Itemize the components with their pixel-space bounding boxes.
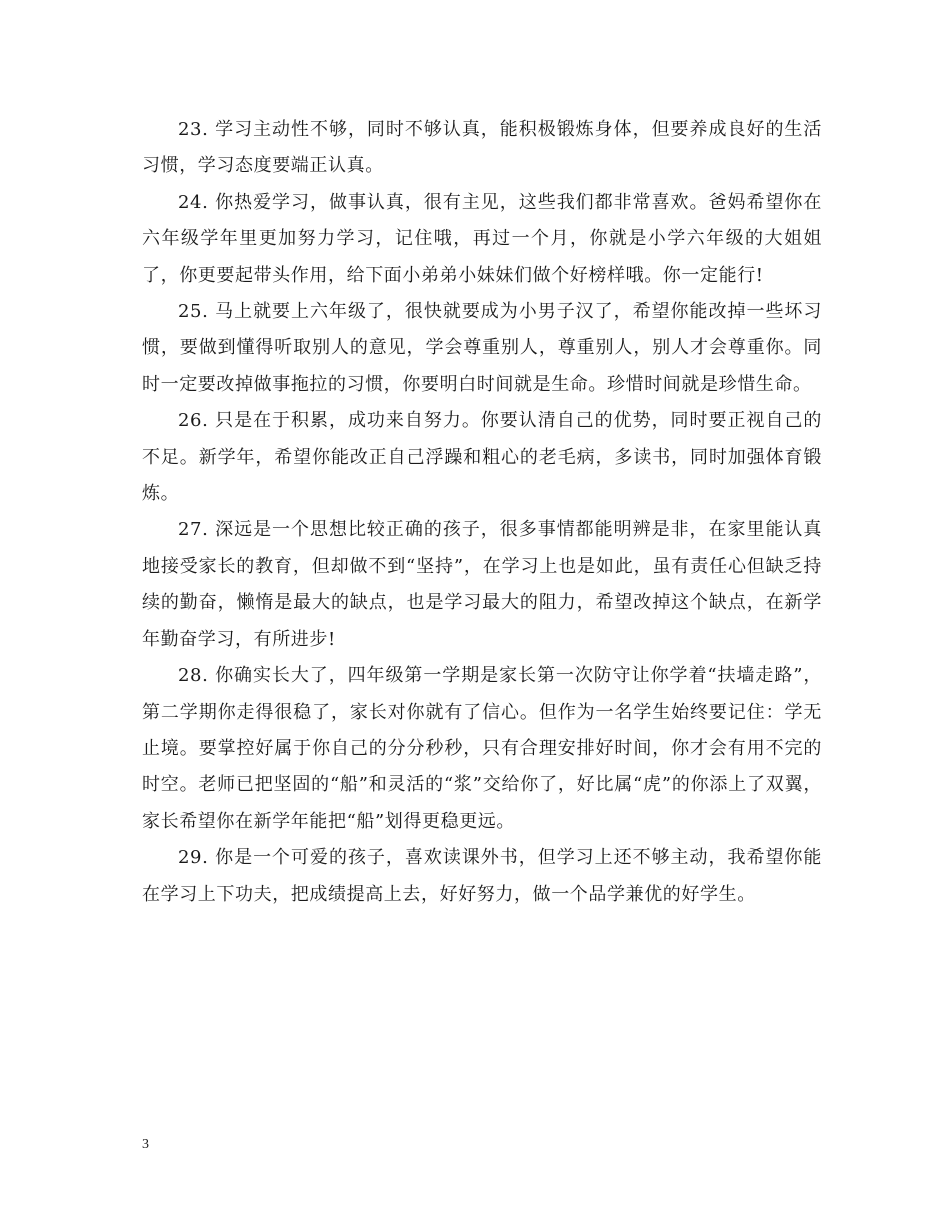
- paragraph-29: 29. 你是一个可爱的孩子，喜欢读课外书，但学习上还不够主动，我希望你能在学习上下功夫，把成绩提高上去，好好努力，做一个品学兼优的好学生。: [142, 847, 822, 905]
- document-body: [142, 112, 822, 913]
- paragraph-24: 24. 你热爱学习，做事认真，很有主见，这些我们都非常喜欢。爸妈希望你在六年级学年里更加努力学习，记住哦，再过一个月，你就是小学六年级的大姐姐了，你更要起带头作用，给下面小弟弟小妹妹们做个好榜样哦。你一定能行!: [142, 191, 822, 286]
- paragraph-26: 26. 只是在于积累，成功来自努力。你要认清自己的优势，同时要正视自己的不足。新学年，希望你能改正自己浮躁和粗心的老毛病，多读书，同时加强体育锻炼。: [142, 410, 822, 505]
- page-number: 3: [142, 1137, 149, 1152]
- paragraph-25: 25. 马上就要上六年级了，很快就要成为小男子汉了，希望你能改掉一些坏习惯，要做到懂得听取别人的意见，学会尊重别人，尊重别人，别人才会尊重你。同时一定要改掉做事拖拉的习惯，你要明白时间就是生命。珍惜时间就是珍惜生命。: [142, 301, 822, 395]
- paragraph-23: 23. 学习主动性不够，同时不够认真，能积极锻炼身体，但要养成良好的生活习惯，学习态度要端正认真。: [142, 119, 822, 177]
- paragraph-28: 28. 你确实长大了，四年级第一学期是家长第一次防守让你学着“扶墙走路”，第二学期你走得很稳了，家长对你就有了信心。但作为一名学生始终要记住：学无止境。要掌控好属于你自己的分分秒秒，只有合理安排好时间，你才会有用不完的时空。老师已把坚固的“船”和灵活的“浆”交给你了，好比属“虎”的你添上了双翼，家长希望你在新学年能把“船”划得更稳更远。: [142, 665, 822, 832]
- paragraph-27: 27. 深远是一个思想比较正确的孩子，很多事情都能明辨是非，在家里能认真地接受家长的教育，但却做不到“坚持”，在学习上也是如此，虽有责任心但缺乏持续的勤奋，懒惰是最大的缺点，也是学习最大的阻力，希望改掉这个缺点，在新学年勤奋学习，有所进步!: [142, 519, 822, 650]
